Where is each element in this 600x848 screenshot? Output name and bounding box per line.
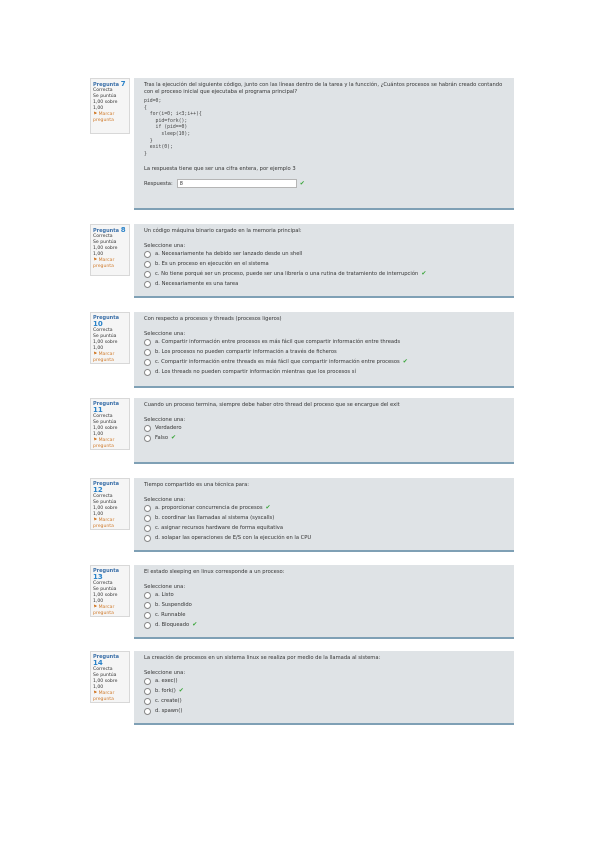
flag-question-link[interactable]: ⚑ Marcar pregunta <box>93 258 115 269</box>
question-number: Pregunta 12 <box>93 481 119 494</box>
score-line: Se puntúa <box>93 587 117 592</box>
question-status: Correcta <box>93 581 113 586</box>
score-line: Se puntúa <box>93 334 117 339</box>
option[interactable]: d. Necesariamente es una tarea <box>144 279 504 289</box>
radio-button[interactable] <box>144 349 151 356</box>
question-status: Correcta <box>93 328 113 333</box>
flag-icon: ⚑ <box>93 518 98 523</box>
score-line: 1,00 <box>93 685 104 690</box>
select-label: Seleccione una: <box>144 670 186 676</box>
score-line: 1,00 sobre <box>93 506 118 511</box>
question-info <box>90 78 130 134</box>
score-line: 1,00 sobre <box>93 100 118 105</box>
question-prompt: El estado sleeping en linux corresponde a un proceso: <box>144 569 285 575</box>
option[interactable]: b. coordinar las llamadas al sistema (syscalls) <box>144 513 504 523</box>
check-icon: ✔ <box>265 504 271 511</box>
select-label: Seleccione una: <box>144 584 186 590</box>
radio-button[interactable] <box>144 505 151 512</box>
radio-button[interactable] <box>144 515 151 522</box>
score-line: 1,00 <box>93 106 104 111</box>
option[interactable]: c. Compartir información entre threads es más fácil que compartir información entre procesos ✔ <box>144 357 504 367</box>
select-label: Seleccione una: <box>144 497 186 503</box>
score-line: 1,00 <box>93 252 104 257</box>
option[interactable]: d. Bloqueado ✔ <box>144 620 504 630</box>
question-status: Correcta <box>93 667 113 672</box>
score-line: 1,00 sobre <box>93 426 118 431</box>
option[interactable]: d. spawn() <box>144 706 504 716</box>
radio-button[interactable] <box>144 698 151 705</box>
radio-button[interactable] <box>144 359 151 366</box>
radio-button[interactable] <box>144 261 151 268</box>
flag-icon: ⚑ <box>93 112 98 117</box>
question-info <box>90 312 130 364</box>
option[interactable]: c. No tiene porqué ser un proceso, puede ser una librería o una rutina de tratamiento de interrupción ✔ <box>144 269 504 279</box>
question-prompt: Tras la ejecución del siguiente código, junto con las líneas dentro de la tarea y la funcción, ¿Cuántos procesos se habrán creado contando con el proceso inicial que ejecutaba el programa principal? <box>144 82 503 95</box>
flag-question-link[interactable]: ⚑ Marcar pregunta <box>93 691 115 702</box>
option[interactable]: c. asignar recursos hardware de forma equitativa <box>144 523 504 533</box>
radio-button[interactable] <box>144 602 151 609</box>
question-number: Pregunta 10 <box>93 315 119 328</box>
question-status: Correcta <box>93 88 113 93</box>
radio-button[interactable] <box>144 622 151 629</box>
score-line: 1,00 <box>93 599 104 604</box>
score-line: 1,00 <box>93 512 104 517</box>
question-content <box>134 398 514 464</box>
check-icon: ✔ <box>171 434 177 441</box>
flag-icon: ⚑ <box>93 605 98 610</box>
question-content <box>134 224 514 298</box>
radio-button[interactable] <box>144 369 151 376</box>
question-status: Correcta <box>93 494 113 499</box>
question-status: Correcta <box>93 234 113 239</box>
question-info <box>90 478 130 530</box>
option[interactable]: a. Compartir información entre procesos es más fácil que compartir información entre threads <box>144 337 504 347</box>
flag-icon: ⚑ <box>93 258 98 263</box>
option[interactable]: d. solapar las operaciones de E/S con la ejecución en la CPU <box>144 533 504 543</box>
radio-button[interactable] <box>144 251 151 258</box>
question-prompt: Tiempo compartido es una técnica para: <box>144 482 250 488</box>
question-number: Pregunta 8 <box>93 226 126 234</box>
score-line: 1,00 sobre <box>93 246 118 251</box>
option[interactable]: c. Runnable <box>144 610 504 620</box>
question-content <box>134 478 514 552</box>
score-line: Se puntúa <box>93 673 117 678</box>
check-icon: ✔ <box>192 621 198 628</box>
score-line: 1,00 sobre <box>93 340 118 345</box>
answer-hint: La respuesta tiene que ser una cifra entera, por ejemplo 3 <box>144 166 296 173</box>
score-line: Se puntúa <box>93 240 117 245</box>
question-number: Pregunta 11 <box>93 401 119 414</box>
radio-button[interactable] <box>144 425 151 432</box>
option[interactable]: a. proporcionar concurrencia de procesos ✔ <box>144 503 504 513</box>
question-number: Pregunta 7 <box>93 80 126 88</box>
option[interactable]: b. Es un proceso en ejecución en el sistema <box>144 259 504 269</box>
answer-label: Respuesta: <box>144 180 173 187</box>
radio-button[interactable] <box>144 592 151 599</box>
option[interactable]: d. Los threads no pueden compartir información mientras que los procesos sí <box>144 367 504 377</box>
select-label: Seleccione una: <box>144 331 186 337</box>
radio-button[interactable] <box>144 688 151 695</box>
question-info <box>90 224 130 276</box>
score-line: 1,00 sobre <box>93 593 118 598</box>
score-line: 1,00 <box>93 346 104 351</box>
question-content <box>134 312 514 388</box>
radio-button[interactable] <box>144 281 151 288</box>
radio-button[interactable] <box>144 535 151 542</box>
check-icon: ✔ <box>402 358 408 365</box>
flag-question-link[interactable]: ⚑ Marcar pregunta <box>93 438 115 449</box>
flag-question-link[interactable]: ⚑ Marcar pregunta <box>93 112 115 123</box>
option[interactable]: a. Necesariamente ha debido ser lanzado desde un shell <box>144 249 504 259</box>
option[interactable]: a. exec() <box>144 676 504 686</box>
question-info <box>90 565 130 617</box>
radio-button[interactable] <box>144 612 151 619</box>
question-number: Pregunta 13 <box>93 568 119 581</box>
question-info <box>90 398 130 450</box>
flag-question-link[interactable]: ⚑ Marcar pregunta <box>93 605 115 616</box>
select-label: Seleccione una: <box>144 417 186 423</box>
flag-icon: ⚑ <box>93 352 98 357</box>
question-prompt: Cuando un proceso termina, siempre debe haber otro thread del proceso que se encargue del exit <box>144 402 400 408</box>
score-line: Se puntúa <box>93 420 117 425</box>
question-content <box>134 565 514 639</box>
select-label: Seleccione una: <box>144 243 186 249</box>
flag-question-link[interactable]: ⚑ Marcar pregunta <box>93 518 115 529</box>
question-prompt: Un código máquina binario cargado en la memoria principal: <box>144 228 302 234</box>
radio-button[interactable] <box>144 271 151 278</box>
question-number: Pregunta 14 <box>93 654 119 667</box>
code-snippet: pid=0; { for(i=0; i<3;i++){ pid=fork(); if (pid==0) sleep(10); } exit(0); } <box>144 99 202 157</box>
check-icon: ✔ <box>178 687 184 694</box>
option[interactable]: Falso ✔ <box>144 433 504 443</box>
radio-button[interactable] <box>144 525 151 532</box>
question-info <box>90 651 130 703</box>
score-line: 1,00 <box>93 432 104 437</box>
score-line: Se puntúa <box>93 94 117 99</box>
option[interactable]: b. Suspendido <box>144 600 504 610</box>
answer-input[interactable]: 8 <box>177 179 297 188</box>
score-line: Se puntúa <box>93 500 117 505</box>
question-prompt: La creación de procesos en un sistema linux se realiza por medio de la llamada al sistema: <box>144 655 381 661</box>
flag-icon: ⚑ <box>93 438 98 443</box>
flag-icon: ⚑ <box>93 691 98 696</box>
option[interactable]: b. Los procesos no pueden compartir información a través de ficheros <box>144 347 504 357</box>
score-line: 1,00 sobre <box>93 679 118 684</box>
radio-button[interactable] <box>144 678 151 685</box>
radio-button[interactable] <box>144 435 151 442</box>
option[interactable]: Verdadero <box>144 423 504 433</box>
option[interactable]: b. fork() ✔ <box>144 686 504 696</box>
question-content <box>134 651 514 725</box>
question-status: Correcta <box>93 414 113 419</box>
answer-row <box>144 179 504 188</box>
flag-question-link[interactable]: ⚑ Marcar pregunta <box>93 352 115 363</box>
question-content <box>134 78 514 210</box>
check-icon: ✔ <box>421 270 427 277</box>
question-prompt: Con respecto a procesos y threads (procesos ligeros) <box>144 316 282 322</box>
radio-button[interactable] <box>144 708 151 715</box>
option[interactable]: a. Listo <box>144 590 504 600</box>
radio-button[interactable] <box>144 339 151 346</box>
option[interactable]: c. create() <box>144 696 504 706</box>
check-icon: ✔ <box>299 180 305 188</box>
